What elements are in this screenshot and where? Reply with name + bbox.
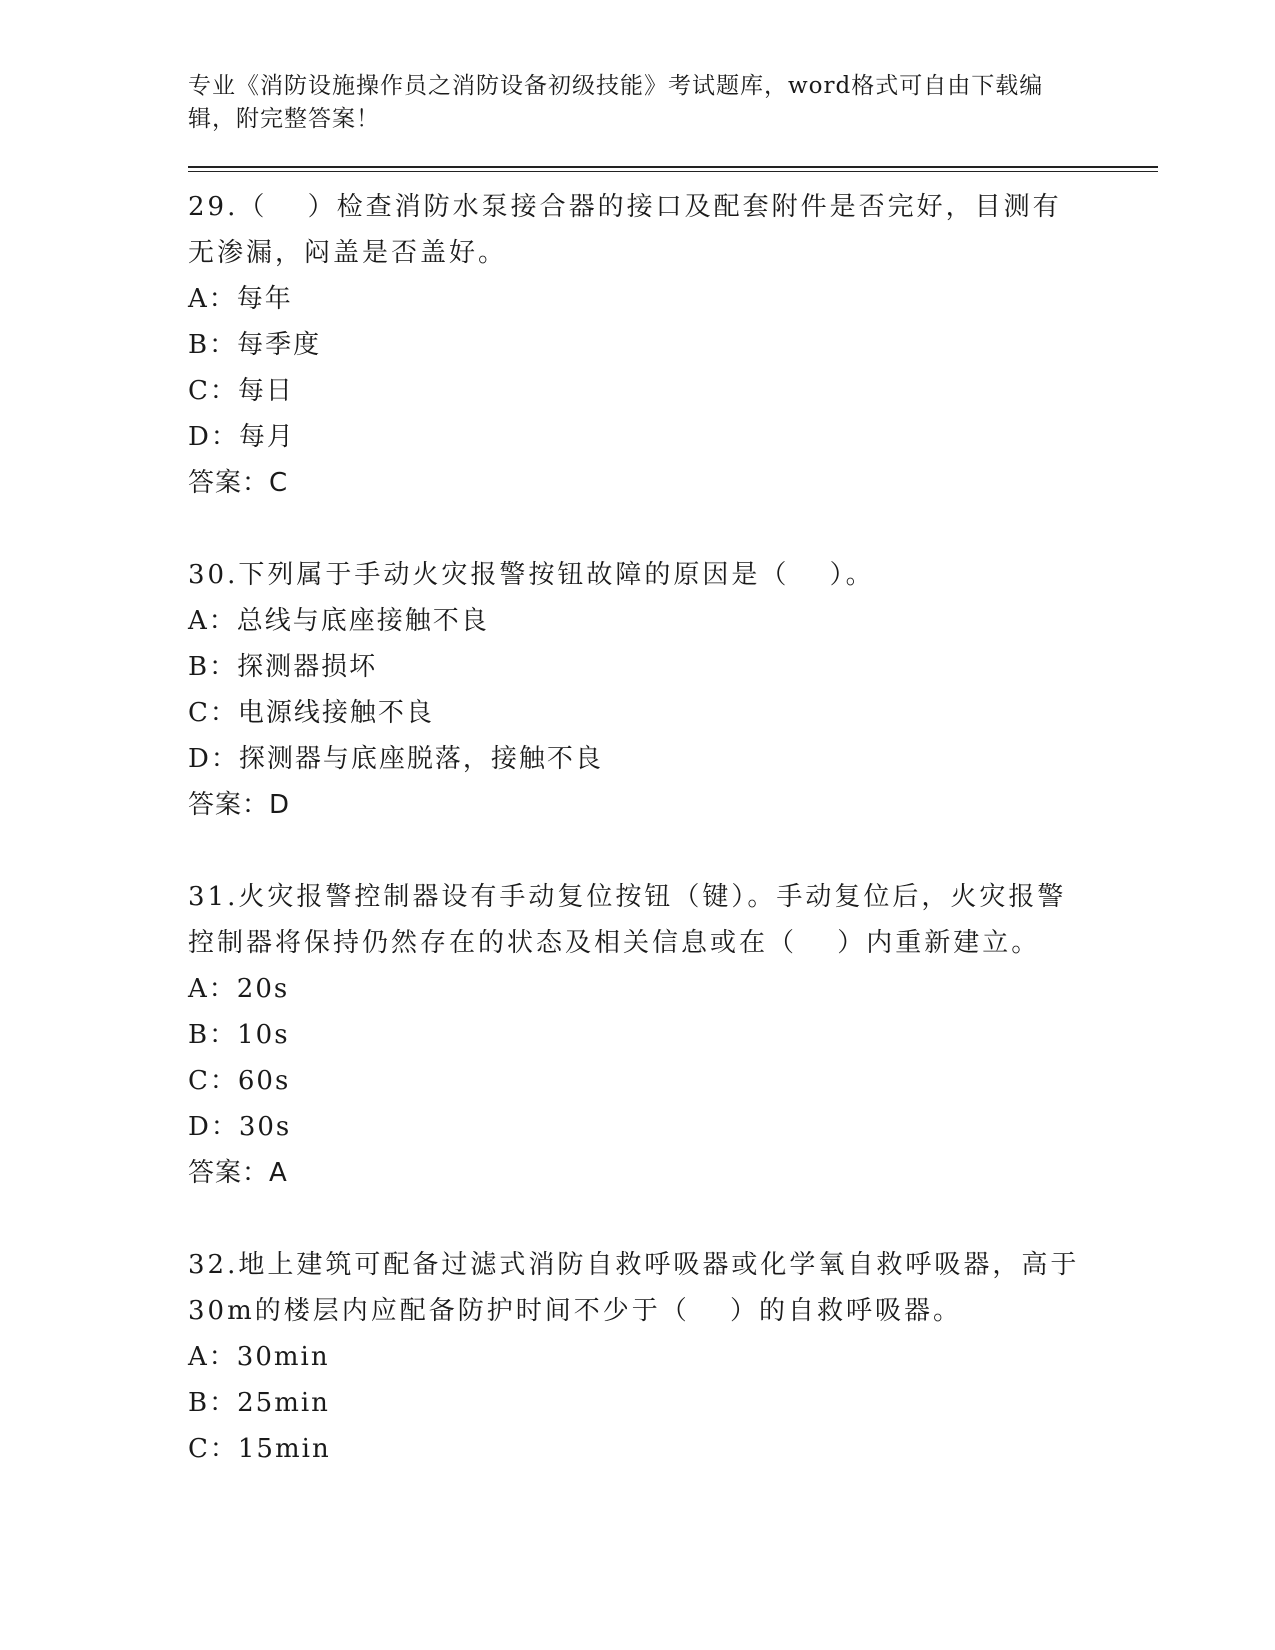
option-c: C：每日 (188, 376, 294, 406)
question-spacer (188, 506, 1158, 552)
option-a: A：每年 (188, 284, 293, 314)
option-a: A：30min (188, 1342, 330, 1372)
option-d: D：探测器与底座脱落，接触不良 (188, 744, 603, 774)
answer: 答案：C (188, 468, 289, 498)
option-b: B：每季度 (188, 330, 322, 360)
option-b: B：10s (188, 1020, 290, 1050)
question-29 (188, 184, 1158, 506)
divider-line-thick (188, 166, 1158, 168)
question-31 (188, 874, 1158, 1196)
answer: 答案：A (188, 1158, 288, 1188)
option-c: C：15min (188, 1434, 331, 1464)
document-header: 专业《消防设施操作员之消防设备初级技能》考试题库，word格式可自由下载编辑，附完整答案！ (188, 73, 1044, 132)
question-stem: 29.（ ）检查消防水泵接合器的接口及配套附件是否完好，目测有无渗漏，闷盖是否盖好。 (188, 192, 1062, 268)
document-page (188, 70, 1158, 1472)
question-stem: 31.火灾报警控制器设有手动复位按钮（键）。手动复位后，火灾报警控制器将保持仍然存在的状态及相关信息或在（ ）内重新建立。 (188, 882, 1067, 958)
option-d: D：每月 (188, 422, 295, 452)
option-b: B：探测器损坏 (188, 652, 378, 682)
option-a: A：总线与底座接触不良 (188, 606, 489, 636)
question-32 (188, 1242, 1158, 1472)
option-a: A：20s (188, 974, 290, 1004)
question-30 (188, 552, 1158, 828)
option-c: C：60s (188, 1066, 291, 1096)
question-stem: 32.地上建筑可配备过滤式消防自救呼吸器或化学氧自救呼吸器，高于30m的楼层内应配备防护时间不少于（ ）的自救呼吸器。 (188, 1250, 1080, 1326)
option-b: B：25min (188, 1388, 330, 1418)
option-d: D：30s (188, 1112, 292, 1142)
question-spacer (188, 828, 1158, 874)
answer: 答案：D (188, 790, 291, 820)
option-c: C：电源线接触不良 (188, 698, 434, 728)
question-spacer (188, 1196, 1158, 1242)
question-stem: 30.下列属于手动火灾报警按钮故障的原因是（ ）。 (188, 560, 875, 590)
